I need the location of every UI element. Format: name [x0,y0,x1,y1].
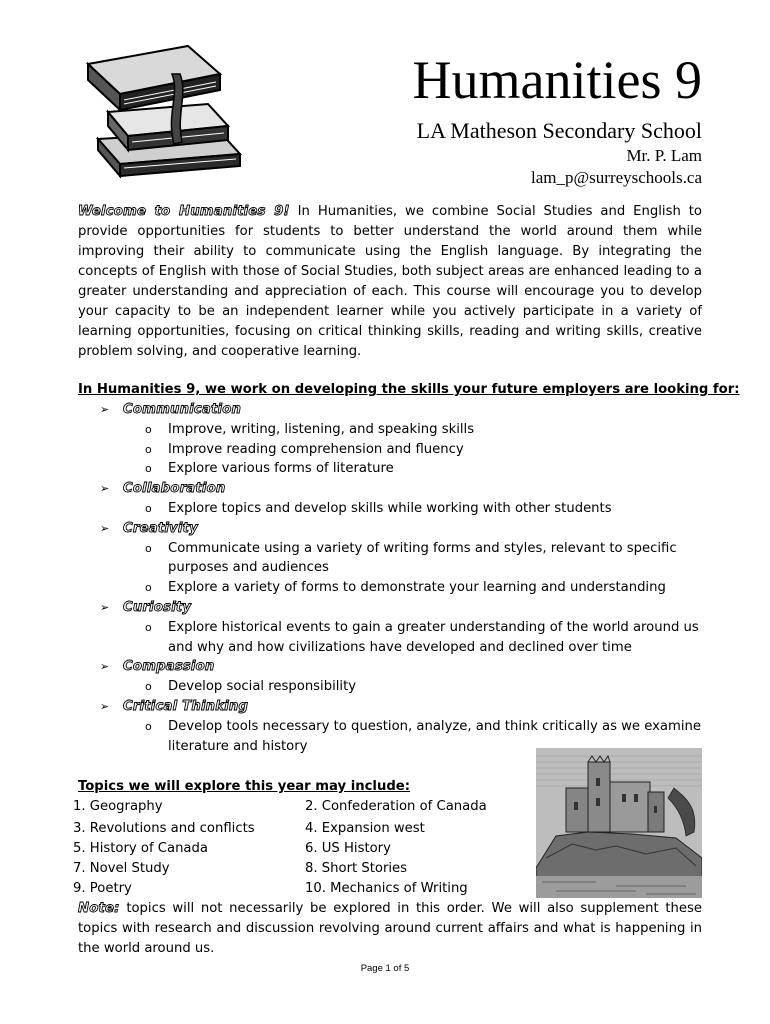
skill-point: Explore topics and develop skills while working with other students [168,501,612,516]
teacher-email: lam_p@surreyschools.ca [531,168,702,187]
topics-heading: Topics we will explore this year may include: [78,779,410,794]
arrow-bullet-icon: ➢ [100,403,110,416]
skill-point: Explore historical events to gain a greater understanding of the world around us [168,619,699,635]
skill-point: Explore various forms of literature [168,461,394,477]
topic-item: 3. Revolutions and conflicts [73,821,255,836]
circle-bullet-icon: o [145,442,152,456]
topic-item: 9. Poetry [73,881,132,896]
topic-item: 6. US History [305,841,391,856]
arrow-bullet-icon: ➢ [100,521,110,535]
topic-item: 1. Geography [73,799,163,814]
skills-heading: In Humanities 9, we work on developing the skills your future employers are looking for: [78,382,740,397]
top-book [88,46,220,110]
skill-point: literature and history [168,738,308,754]
intro-paragraph [78,202,702,362]
arrow-bullet-icon: ➢ [100,482,110,496]
castle-engraving [536,748,702,898]
note-text: topics will not necessarily be explored in this order. We will also supplement these topics with research and discussion revolving around current affairs and what is happening in the world around us. [78,901,702,956]
skill-label: Compassion [123,659,215,675]
circle-bullet-icon: o [145,719,152,733]
skill-point: and why and how civilizations have developed and declined over time [168,639,632,655]
skill-point: Develop social responsibility [168,679,357,695]
skill-point: Improve, writing, listening, and speaking skills [168,421,475,437]
circle-bullet-icon: o [145,581,152,595]
circle-bullet-icon: o [145,541,152,555]
skill-label: Communication [123,402,242,417]
skill-label: Critical Thinking [123,699,249,714]
skill-point: Improve reading comprehension and fluency [168,441,464,457]
circle-bullet-icon: o [145,462,152,476]
circle-bullet-icon: o [145,422,152,436]
intro-text: In Humanities, we combine Social Studies and English to provide opportunities for students to better understand the world around them while improving their ability to communicate using the English language. By integrating the concepts of English with those of Social Studies, both subject areas are enhanced leading to a greater understanding and appreciation of each. This course will encourage you to develop your capacity to be an independent learner while you actively participate in a variety of learning opportunities, focusing on critical thinking skills, reading and writing skills, creative problem solving, and cooperative learning. [78,204,702,359]
skill-point: Develop tools necessary to question, analyze, and think critically as we examine [168,718,701,734]
school-name: LA Matheson Secondary School [416,118,702,143]
welcome-lead: Welcome to Humanities 9! [78,204,290,219]
arrow-bullet-icon: ➢ [100,700,110,713]
skill-label: Collaboration [123,481,226,497]
topic-item: 2. Confederation of Canada [305,799,487,814]
page-title: Humanities 9 [412,50,702,110]
circle-bullet-icon: o [145,680,152,694]
topic-item: 8. Short Stories [305,861,408,876]
circle-bullet-icon: o [145,620,152,634]
topic-item: 4. Expansion west [305,821,425,836]
skill-label: Creativity [123,520,198,536]
topic-item: 5. History of Canada [73,841,208,856]
teacher-name: Mr. P. Lam [626,146,702,165]
note-paragraph [78,899,702,959]
note-lead: Note: [78,901,120,916]
topic-item: 7. Novel Study [73,861,170,876]
arrow-bullet-icon: ➢ [100,601,110,614]
topic-item: 10. Mechanics of Writing [305,881,468,896]
page-footer: Page 1 of 5 [360,963,410,974]
skill-point: purposes and audiences [168,560,329,576]
skill-point: Communicate using a variety of writing forms and styles, relevant to specific [168,540,677,556]
skill-label: Curiosity [123,600,192,615]
skill-point: Explore a variety of forms to demonstrate your learning and understanding [168,580,666,596]
circle-bullet-icon: o [145,502,152,515]
arrow-bullet-icon: ➢ [100,660,110,674]
books-clipart [80,34,255,179]
